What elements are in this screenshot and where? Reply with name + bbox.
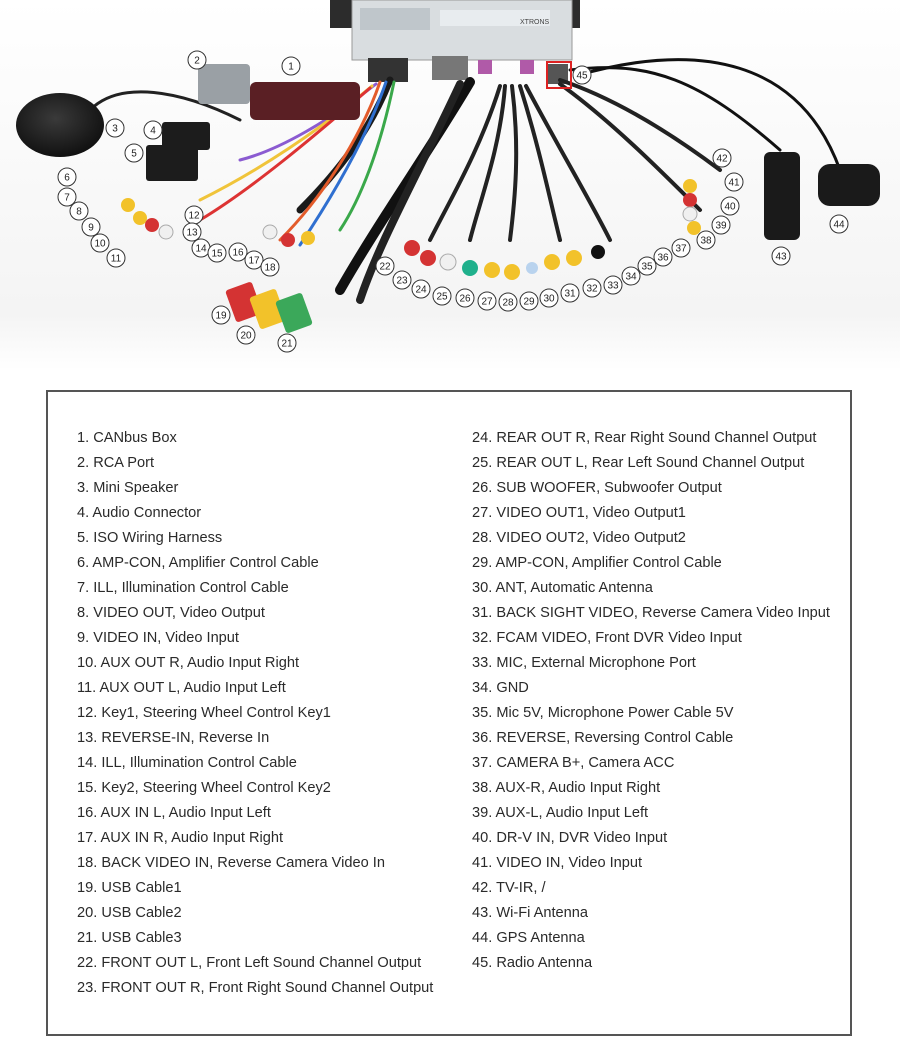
iso-harness [146,145,198,181]
legend-item: 37. CAMERA B+, Camera ACC [472,755,675,771]
legend-item: 43. Wi-Fi Antenna [472,905,588,921]
legend-item: 8. VIDEO OUT, Video Output [77,605,265,621]
legend-column-right [472,426,830,976]
callout-number: 6 [64,172,70,184]
legend-item: 9. VIDEO IN, Video Input [77,630,239,646]
callout-number: 21 [281,338,293,350]
legend-item: 11. AUX OUT L, Audio Input Left [77,680,286,696]
callout-number: 2 [194,55,200,67]
legend-item: 10. AUX OUT R, Audio Input Right [77,655,299,671]
callout-number: 4 [150,125,156,137]
legend-item: 12. Key1, Steering Wheel Control Key1 [77,705,331,721]
callout-number: 30 [543,293,555,305]
callout-number: 23 [396,275,408,287]
legend-item: 13. REVERSE-IN, Reverse In [77,730,270,746]
legend-item: 31. BACK SIGHT VIDEO, Reverse Camera Video Input [472,605,830,621]
callout-number: 20 [240,330,252,342]
callout-number: 35 [641,261,653,273]
callout-number: 41 [728,177,740,189]
callout-number: 40 [724,201,736,213]
legend-item: 28. VIDEO OUT2, Video Output2 [472,530,686,546]
callout-number: 16 [232,247,244,259]
callout-number: 8 [76,206,82,218]
canbus-box [250,82,360,120]
legend-item: 32. FCAM VIDEO, Front DVR Video Input [472,630,742,646]
callout-number: 29 [523,296,535,308]
callout-number: 11 [110,253,122,265]
rca-port [198,64,250,104]
legend-item: 44. GPS Antenna [472,930,585,946]
legend-column-left [77,426,433,1001]
callout-number: 44 [833,219,845,231]
legend-item: 19. USB Cable1 [77,880,182,896]
callout-number: 31 [564,288,576,300]
callout-number: 22 [379,261,391,273]
legend-item: 26. SUB WOOFER, Subwoofer Output [472,480,722,496]
legend-item: 21. USB Cable3 [77,930,182,946]
legend-item: 36. REVERSE, Reversing Control Cable [472,730,734,746]
legend-item: 14. ILL, Illumination Control Cable [77,755,297,771]
callout-number: 33 [607,280,619,292]
legend-item: 40. DR-V IN, DVR Video Input [472,830,668,846]
legend-item: 2. RCA Port [77,455,155,471]
callout-number: 5 [131,148,137,160]
callout-number: 3 [112,123,118,135]
legend-item: 16. AUX IN L, Audio Input Left [77,805,271,821]
legend-item: 45. Radio Antenna [472,955,593,971]
legend-item: 42. TV-IR, / [472,880,546,896]
wifi-antenna [764,152,800,240]
callout-number: 32 [586,283,598,295]
legend-item: 38. AUX-R, Audio Input Right [472,780,661,796]
legend-item: 7. ILL, Illumination Control Cable [77,580,289,596]
brand-logo-text: XTRONS [520,19,550,26]
callout-number: 7 [64,192,70,204]
legend-item: 35. Mic 5V, Microphone Power Cable 5V [472,705,734,721]
callout-number: 19 [215,310,227,322]
callout-number: 24 [415,284,427,296]
legend-item: 20. USB Cable2 [77,905,182,921]
legend-item: 18. BACK VIDEO IN, Reverse Camera Video In [77,855,385,871]
callout-number: 15 [211,248,223,260]
legend-item: 4. Audio Connector [77,505,202,521]
mini-speaker [16,93,104,157]
legend-item: 23. FRONT OUT R, Front Right Sound Channel Output [77,980,434,996]
callout-number: 10 [94,238,106,250]
callout-number: 12 [188,210,200,222]
legend-item: 17. AUX IN R, Audio Input Right [77,830,284,846]
callout-number: 28 [502,297,514,309]
callout-number: 45 [576,70,588,82]
callout-number: 37 [675,243,687,255]
legend-item: 1. CANbus Box [77,430,177,446]
callout-number: 26 [459,293,471,305]
gps-antenna [818,164,880,206]
legend-item: 15. Key2, Steering Wheel Control Key2 [77,780,331,796]
callout-number: 36 [657,252,669,264]
callout-number: 14 [195,243,207,255]
legend-box [46,390,852,1036]
callout-number: 17 [248,255,260,267]
callout-number: 42 [716,153,728,165]
legend-item: 24. REAR OUT R, Rear Right Sound Channel Output [472,430,817,446]
legend-item: 27. VIDEO OUT1, Video Output1 [472,505,686,521]
legend-item: 5. ISO Wiring Harness [77,530,223,546]
callout-number: 13 [186,227,198,239]
legend-item: 25. REAR OUT L, Rear Left Sound Channel Output [472,455,805,471]
legend-item: 30. ANT, Automatic Antenna [472,580,653,596]
legend-item: 3. Mini Speaker [77,480,179,496]
callout-number: 43 [775,251,787,263]
callout-number: 38 [700,235,712,247]
callout-number: 27 [481,296,493,308]
callout-number: 34 [625,271,637,283]
legend-item: 34. GND [472,680,529,696]
wiring-harness-photo [0,0,900,370]
legend-item: 33. MIC, External Microphone Port [472,655,696,671]
legend-item: 39. AUX-L, Audio Input Left [472,805,649,821]
callout-number: 18 [264,262,276,274]
legend-item: 29. AMP-CON, Amplifier Control Cable [472,555,722,571]
callout-number: 1 [288,61,294,73]
callout-number: 39 [715,220,727,232]
legend-item: 22. FRONT OUT L, Front Left Sound Channel Output [77,955,422,971]
callout-number: 9 [88,222,94,234]
legend-item: 41. VIDEO IN, Video Input [472,855,643,871]
legend-item: 6. AMP-CON, Amplifier Control Cable [77,555,319,571]
callout-number: 25 [436,291,448,303]
